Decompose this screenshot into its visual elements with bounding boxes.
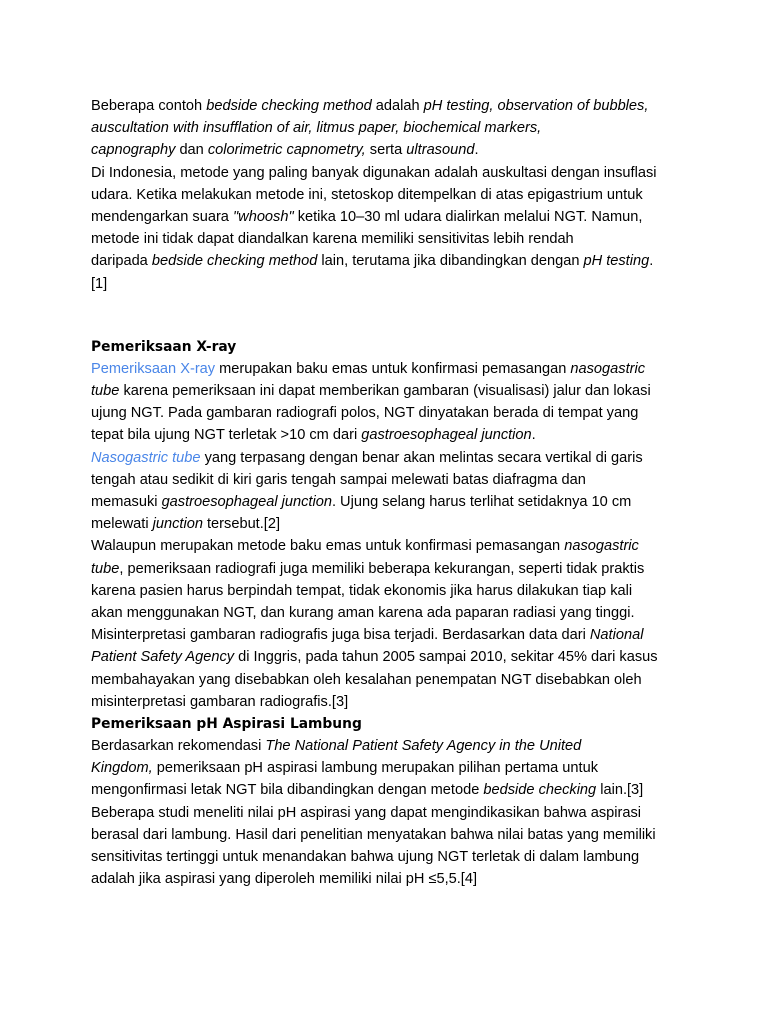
xray-link[interactable]: Pemeriksaan X-ray — [91, 360, 216, 377]
text-run: . — [531, 427, 536, 444]
text-run: . Ujung selang harus terlihat setidaknya 10 cm — [331, 494, 632, 510]
text-line: Di Indonesia, metode yang paling banyak digunakan adalah auskultasi dengan insuflasi — [91, 164, 657, 181]
citation: [1] — [91, 275, 108, 292]
text-run: daripada — [91, 253, 152, 270]
italic-term: pH testing — [583, 253, 650, 270]
text-line — [91, 358, 691, 380]
text-run: dan — [175, 142, 208, 159]
text-run: mengonfirmasi letak NGT bila dibandingkan dengan metode — [91, 782, 484, 799]
text-line — [91, 624, 691, 646]
italic-term: bedside checking — [483, 782, 597, 799]
text-run: . — [649, 253, 654, 270]
text-run: . — [474, 142, 479, 159]
text-run: lain, terutama jika dibandingkan dengan — [317, 253, 584, 270]
text-line — [91, 95, 691, 117]
text-line: berasal dari lambung. Hasil dari penelitian menyatakan bahwa nilai batas yang memiliki — [91, 826, 656, 843]
paragraph-ngt-position — [91, 447, 691, 536]
text-line: membahayakan yang disebabkan oleh kesalahan penempatan NGT disebabkan oleh — [91, 671, 642, 688]
text-line — [91, 424, 691, 446]
text-run: tepat bila ujung NGT terletak >10 cm dari — [91, 427, 362, 444]
italic-term: bedside checking method — [206, 98, 372, 114]
text-line — [91, 779, 691, 801]
text-run: pemeriksaan pH aspirasi lambung merupakan pilihan pertama untuk — [152, 760, 599, 777]
italic-term: junction — [152, 516, 203, 533]
text-run: Berdasarkan rekomendasi — [91, 738, 266, 755]
text-run: yang terpasang dengan benar akan melintas secara vertikal di garis — [200, 449, 643, 466]
section-heading-xray: Pemeriksaan X-ray — [91, 338, 237, 355]
italic-term: bedside checking method — [151, 253, 318, 270]
text-line: metode ini tidak dapat diandalkan karena memiliki sensitivitas lebih rendah — [91, 231, 574, 248]
text-run: serta — [365, 142, 407, 159]
italic-term: The National Patient Safety Agency in the United — [265, 738, 582, 755]
paragraph-xray-drawbacks — [91, 535, 691, 713]
text-line: sensitivitas tertinggi untuk menandakan bahwa ujung NGT terletak di dalam lambung — [91, 849, 640, 865]
text-run: Misinterpretasi gambaran radiografis juga bisa terjadi. Berdasarkan data dari — [91, 627, 590, 644]
text-run: melewati — [91, 516, 153, 533]
italic-term: nasogastric — [570, 360, 646, 377]
blank-spacing — [91, 295, 691, 336]
italic-term: "whoosh" — [232, 208, 294, 225]
text-line: tengah atau sedikit di kiri garis tengah sampai melewati batas diafragma dan — [91, 471, 586, 488]
text-line — [91, 558, 691, 580]
text-run: lain.[3] — [596, 782, 644, 799]
nasogastric-tube-link[interactable] — [91, 450, 201, 466]
text-run: di Inggris, pada tahun 2005 sampai 2010, sekitar 45% dari kasus — [234, 649, 658, 666]
text-line — [91, 250, 691, 272]
text-line: karena pasien harus berpindah tempat, tidak ekonomis jika harus dilakukan tiap kali — [91, 582, 633, 599]
text-line — [91, 513, 691, 535]
text-run: tersebut.[2] — [202, 516, 281, 533]
italic-term: pH testing, observation of bubbles, — [423, 98, 649, 114]
italic-term: auscultation with insufflation of air, litmus paper, biochemical markers, — [91, 120, 542, 137]
text-run: Beberapa contoh — [91, 98, 207, 114]
text-line — [91, 206, 691, 228]
italic-term: Kingdom, — [91, 760, 153, 777]
text-line — [91, 646, 691, 668]
paragraph-xray-gold-standard — [91, 358, 691, 447]
text-line: Beberapa studi meneliti nilai pH aspirasi yang dapat mengindikasikan bahwa aspirasi — [91, 804, 642, 821]
text-line — [91, 117, 691, 139]
paragraph-ph-aspiration — [91, 735, 691, 890]
section-heading-ph-aspiration: Pemeriksaan pH Aspirasi Lambung — [91, 715, 362, 732]
text-run: , pemeriksaan radiografi juga memiliki beberapa kekurangan, seperti tidak praktis — [119, 560, 645, 577]
italic-term: colorimetric capnometry, — [207, 142, 366, 159]
text-run: adalah — [371, 98, 424, 114]
italic-term: tube — [91, 383, 120, 400]
text-line: udara. Ketika melakukan metode ini, stetoskop ditempelkan di atas epigastrium untuk — [91, 186, 643, 203]
document-page — [91, 95, 691, 890]
italic-term: gastroesophageal junction — [161, 494, 332, 510]
text-line: ujung NGT. Pada gambaran radiografi polos, NGT dinyatakan berada di tempat yang — [91, 405, 639, 422]
text-run: karena pemeriksaan ini dapat memberikan gambaran (visualisasi) jalur dan lokasi — [119, 383, 651, 400]
text-line — [91, 447, 691, 469]
text-run: ketika 10–30 ml udara dialirkan melalui NGT. Namun, — [293, 208, 643, 225]
text-run: merupakan baku emas untuk konfirmasi pemasangan — [215, 360, 571, 377]
italic-term: capnography — [91, 142, 176, 159]
text-run: mendengarkan suara — [91, 208, 233, 225]
text-line — [91, 535, 691, 557]
paragraph-indonesia-auscultation — [91, 162, 691, 295]
italic-term: Patient Safety Agency — [91, 649, 235, 666]
italic-term: National — [589, 627, 644, 644]
text-run: Walaupun merupakan metode baku emas untuk konfirmasi pemasangan — [91, 538, 565, 555]
text-run: memasuki — [91, 494, 162, 510]
italic-term: nasogastric — [564, 538, 639, 555]
italic-term: gastroesophageal junction — [361, 427, 532, 444]
text-line — [91, 380, 691, 402]
text-line — [91, 757, 691, 779]
text-line — [91, 491, 691, 513]
text-line: adalah jika aspirasi yang diperoleh memiliki nilai pH ≤5,5.[4] — [91, 871, 478, 888]
italic-term: tube — [91, 560, 120, 577]
italic-term: ultrasound — [406, 142, 475, 159]
text-line: misinterpretasi gambaran radiografis.[3] — [91, 693, 349, 710]
paragraph-checking-methods — [91, 95, 691, 162]
italic-term: Nasogastric tube — [91, 449, 201, 466]
text-line: akan menggunakan NGT, dan kurang aman karena ada paparan radiasi yang tinggi. — [91, 604, 635, 621]
text-line — [91, 139, 691, 161]
text-line — [91, 735, 691, 757]
